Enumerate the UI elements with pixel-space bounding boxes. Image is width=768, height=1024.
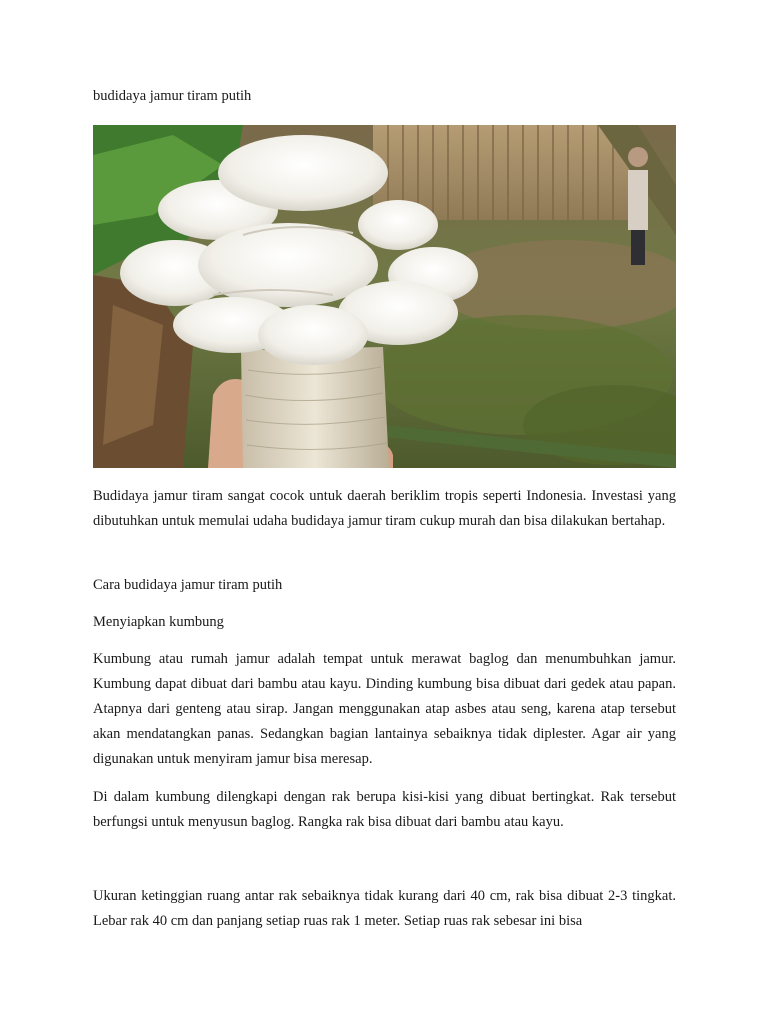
paragraph-ukuran-rak: Ukuran ketinggian ruang antar rak sebaiknya tidak kurang dari 40 cm, rak bisa dibuat 2-3 tingkat. Lebar rak 40 cm dan panjang setiap ruas rak 1 meter. Setiap ruas rak sebesar ini bisa	[93, 888, 676, 929]
oyster-mushroom-photo	[93, 125, 676, 468]
document-title: budidaya jamur tiram putih	[93, 88, 252, 104]
paragraph-intro: Budidaya jamur tiram sangat cocok untuk daerah beriklim tropis seperti Indonesia. Investasi yang dibutuhkan untuk memulai udaha budidaya jamur tiram cukup murah dan bisa dilakukan bertahap.	[93, 488, 676, 529]
paragraph-rak: Di dalam kumbung dilengkapi dengan rak berupa kisi-kisi yang dibuat bertingkat. Rak tersebut berfungsi untuk menyusun baglog. Rangka rak bisa dibuat dari bambu atau kayu.	[93, 789, 676, 830]
section-heading-cara-budidaya: Cara budidaya jamur tiram putih	[93, 577, 283, 593]
section-heading-menyiapkan-kumbung: Menyiapkan kumbung	[93, 614, 224, 630]
paragraph-kumbung: Kumbung atau rumah jamur adalah tempat untuk merawat baglog dan menumbuhkan jamur. Kumbung dapat dibuat dari bambu atau kayu. Dinding kumbung bisa dibuat dari gedek atau papan. Atapnya dari genteng atau sirap. Jangan menggunakan atap asbes atau seng, karena atap tersebut akan mendatangkan panas. Sedangkan bagian lantainya sebaiknya tidak diplester. Agar air yang digunakan untuk menyiram jamur bisa meresap.	[93, 651, 676, 767]
